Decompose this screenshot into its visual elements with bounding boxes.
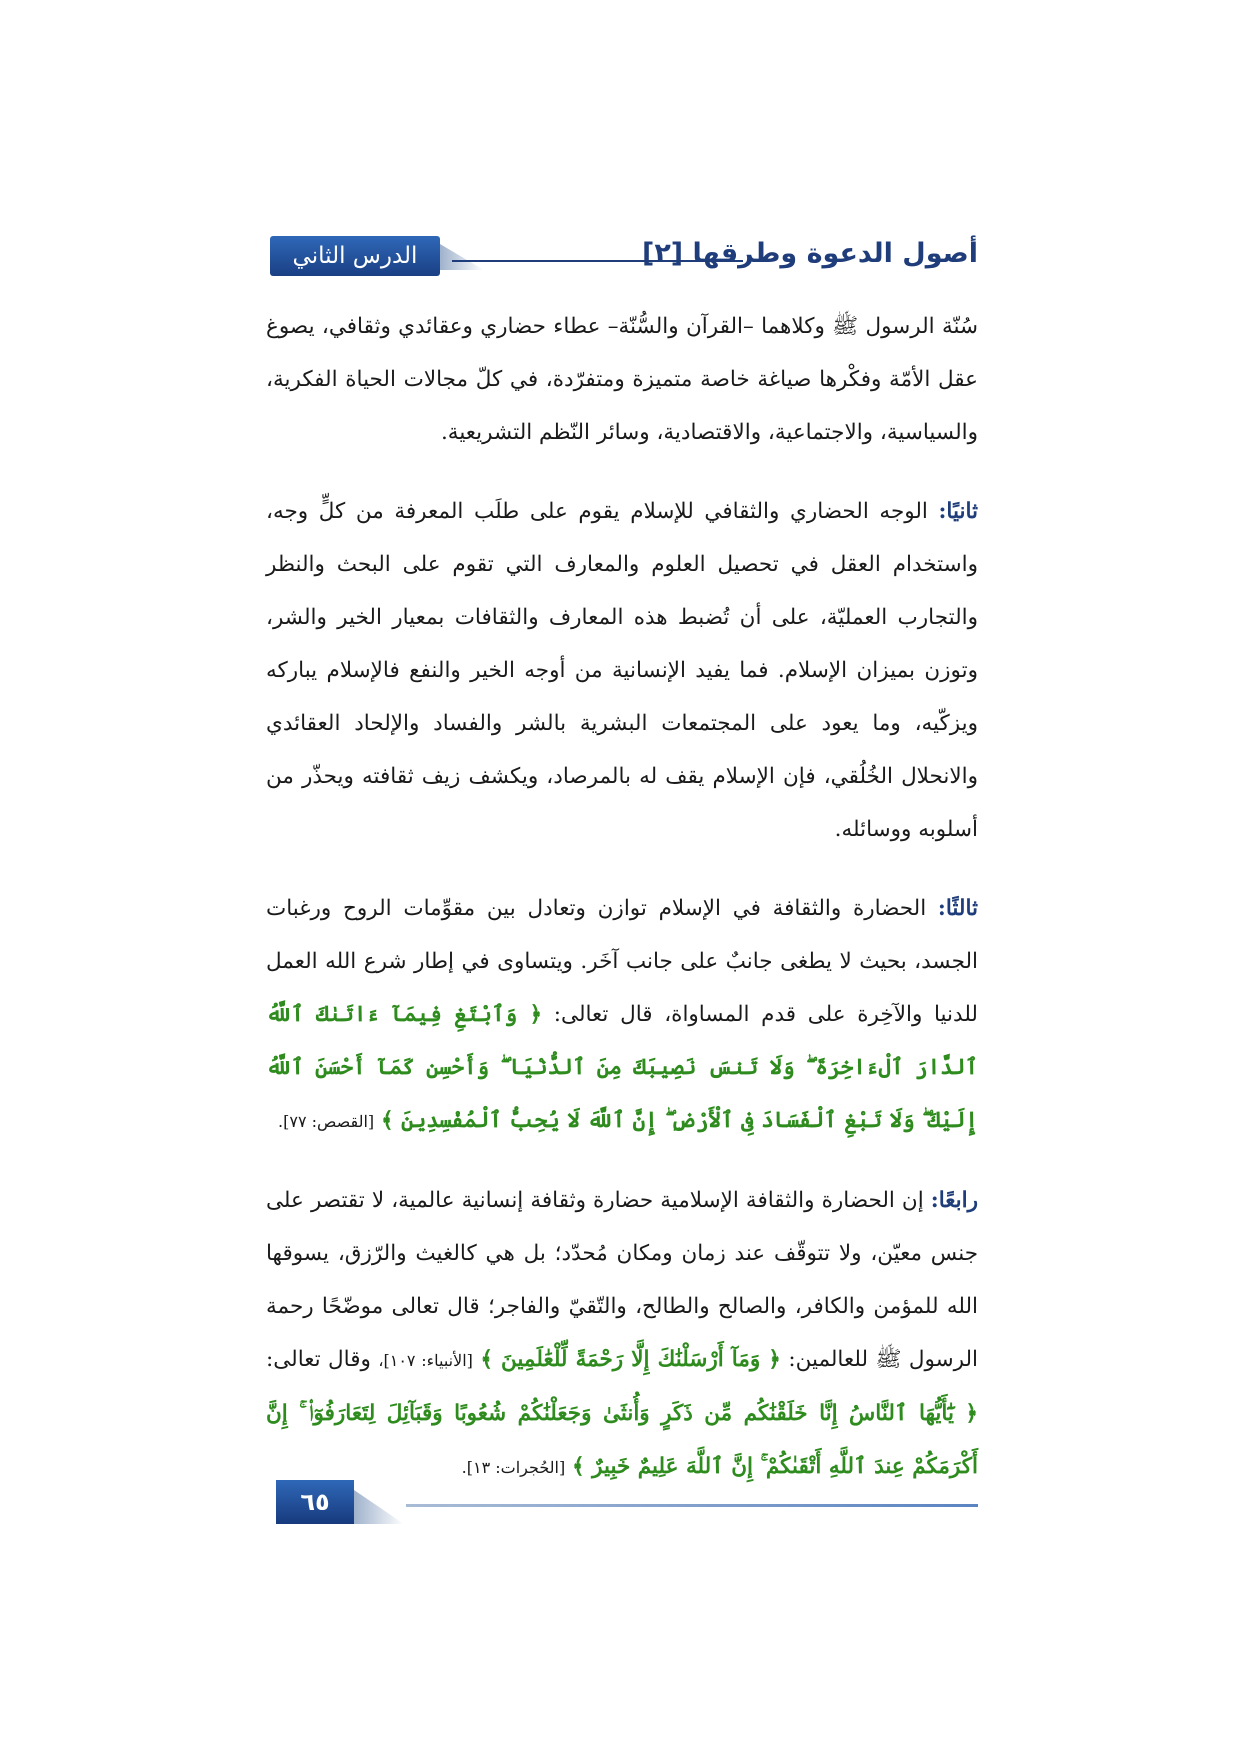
verse-reference: [الحُجرات: ١٣]. [461, 1458, 566, 1477]
page-body [266, 300, 978, 1494]
paragraph-lead: ثالثًا: [937, 896, 978, 921]
lesson-tab [270, 236, 440, 276]
quran-verse: ﴿ وَمَآ أَرْسَلْنَٰكَ إِلَّا رَحْمَةً لِّلْعَٰلَمِينَ ﴾ [480, 1347, 781, 1372]
paragraph-third [266, 882, 978, 1148]
footer-divider [406, 1504, 978, 1507]
verse-reference: [الأنبياء: ١٠٧]، [378, 1351, 473, 1370]
lesson-tab-decoration [440, 244, 484, 270]
lesson-tab-label: الدرس الثاني [292, 243, 418, 269]
paragraph-fourth [266, 1174, 978, 1494]
page-number: ٦٥ [300, 1488, 330, 1516]
book-title: أصول الدعوة وطرقها [٢] [641, 238, 978, 269]
paragraph-text: سُنّة الرسول ﷺ وكلاهما –القرآن والسُّنّة– عطاء حضاري وعقائدي وثقافي، يصوغ عقل الأمّة وفكْرها صياغة خاصة متميزة ومتفرّدة، في كلّ مجالات الحياة الفكرية، والسياسية، والاجتماعية، والاقتصادية، وسائر النّظم التشريعية. [266, 314, 978, 445]
paragraph-text-continued: وقال تعالى: [266, 1347, 371, 1372]
page-header [270, 236, 978, 278]
paragraph-lead: ثانيًا: [938, 499, 978, 524]
page-number-decoration [354, 1490, 404, 1524]
page-footer [276, 1480, 978, 1524]
paragraph-intro [266, 300, 978, 459]
paragraph-text: الوجه الحضاري والثقافي للإسلام يقوم على طلَب المعرفة من كلٍّ وجه، واستخدام العقل في تحصيل العلوم والمعارف التي تقوم على البحث والنظر والتجارب العمليّة، على أن تُضبط هذه المعارف والثقافات بمعيار الخير والشر، وتوزن بميزان الإسلام. فما يفيد الإنسانية من أوجه الخير والنفع فالإسلام يباركه ويزكّيه، وما يعود على المجتمعات البشرية بالشر والفساد والإلحاد العقائدي والانحلال الخُلُقي، فإن الإسلام يقف له بالمرصاد، ويكشف زيف ثقافته ويحذّر من أسلوبه ووسائله. [266, 499, 978, 842]
paragraph-text: إن الحضارة والثقافة الإسلامية حضارة وثقافة إنسانية عالمية، لا تقتصر على جنس معيّن، ولا تتوقّف عند زمان ومكان مُحدّد؛ بل هي كالغيث والرّزق، يسوقها الله للمؤمن والكافر، والصالح والطالح، والتّقيّ والفاجر؛ قال تعالى موضّحًا رحمة الرسول ﷺ للعالمين: [266, 1188, 978, 1372]
quran-verse: ﴿ وَٱبْتَغِ فِيمَآ ءَاتَىٰكَ ٱللَّهُ ٱلدَّارَ ٱلْءَاخِرَةَ ۖ وَلَا تَنسَ نَصِيبَكَ مِنَ ٱلدُّنْيَا ۖ وَأَحْسِن كَمَآ أَحْسَنَ ٱللَّهُ إِلَيْكَ ۖ وَلَا تَبْغِ ٱلْفَسَادَ فِى ٱلْأَرْضِ ۖ إِنَّ ٱللَّهَ لَا يُحِبُّ ٱلْمُفْسِدِينَ ﴾ [266, 1002, 978, 1133]
verse-reference: [القصص: ٧٧]. [278, 1112, 375, 1131]
paragraph-text: الحضارة والثقافة في الإسلام توازن وتعادل بين مقوِّمات الروح ورغبات الجسد، بحيث لا يطغى جانبٌ على جانب آخَر. ويتساوى في إطار شرع الله العمل للدنيا والآخِرة على قدم المساواة، قال تعالى: [266, 896, 978, 1027]
quran-verse: ﴿ يَٰٓأَيُّهَا ٱلنَّاسُ إِنَّا خَلَقْنَٰكُم مِّن ذَكَرٍ وَأُنثَىٰ وَجَعَلْنَٰكُمْ شُعُوبًا وَقَبَآئِلَ لِتَعَارَفُوٓا۟ ۚ إِنَّ أَكْرَمَكُمْ عِندَ ٱللَّهِ أَتْقَىٰكُمْ ۚ إِنَّ ٱللَّهَ عَلِيمٌ خَبِيرٌ ﴾ [266, 1401, 978, 1479]
page-number-box [276, 1480, 354, 1524]
paragraph-lead: رابعًا: [930, 1188, 978, 1213]
paragraph-second [266, 485, 978, 856]
